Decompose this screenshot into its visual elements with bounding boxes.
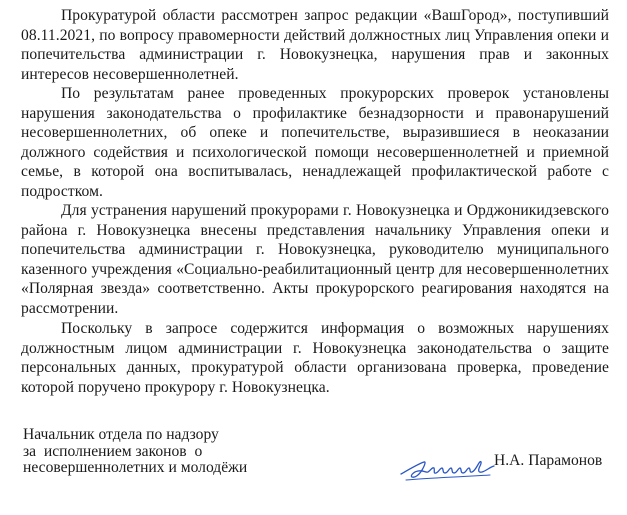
paragraph-inspection: Поскольку в запросе содержится информация о возможных нарушениях должностным лицом администрации г. Новокузнецка законодательства о защите персональных данных, прокуратурой области организована проверка, проведение которой поручено прокурору г. Новокузнецка. [21, 320, 609, 396]
signatory-title [23, 427, 247, 477]
signatory-title-line: за исполнением законов о [23, 442, 203, 460]
signatory-name: Н.А. Парамонов [494, 452, 603, 469]
signatory-title-line: Начальник отдела по надзору [23, 426, 219, 443]
paragraph-violations: По результатам ранее проведенных прокурорских проверок установлены нарушения законодательства о профилактике безнадзорности и правонарушений несовершеннолетних, об опеке и попечительстве, выразившиеся в неоказании должного содействия и психологической помощи несовершеннолетней и приемной семье, в которой она воспитывалась, ненадлежащей профилактической работе с подростком. [21, 85, 609, 200]
paragraph-request: Прокуратурой области рассмотрен запрос редакции «ВашГород», поступивший 08.11.2021, по вопросу правомерности действий должностных лиц Управления опеки и попечительства администрации г. Новокузнецка, нарушения прав и законных интересов несовершеннолетней. [21, 7, 609, 83]
paragraph-measures: Для устранения нарушений прокурорами г. Новокузнецка и Орджоникидзевского района г. Новокузнецка внесены представления начальнику Управления опеки и попечительства администрации г. Новокузнецка, руководителю муниципального казенного учреждения «Социально-реабилитационный центр для несовершеннолетних «Полярная звезда» соответственно. Акты прокурорского реагирования находятся на рассмотрении. [21, 202, 609, 317]
handwritten-signature [398, 450, 508, 484]
signatory-title-line: несовершеннолетних и молодёжи [23, 459, 248, 476]
